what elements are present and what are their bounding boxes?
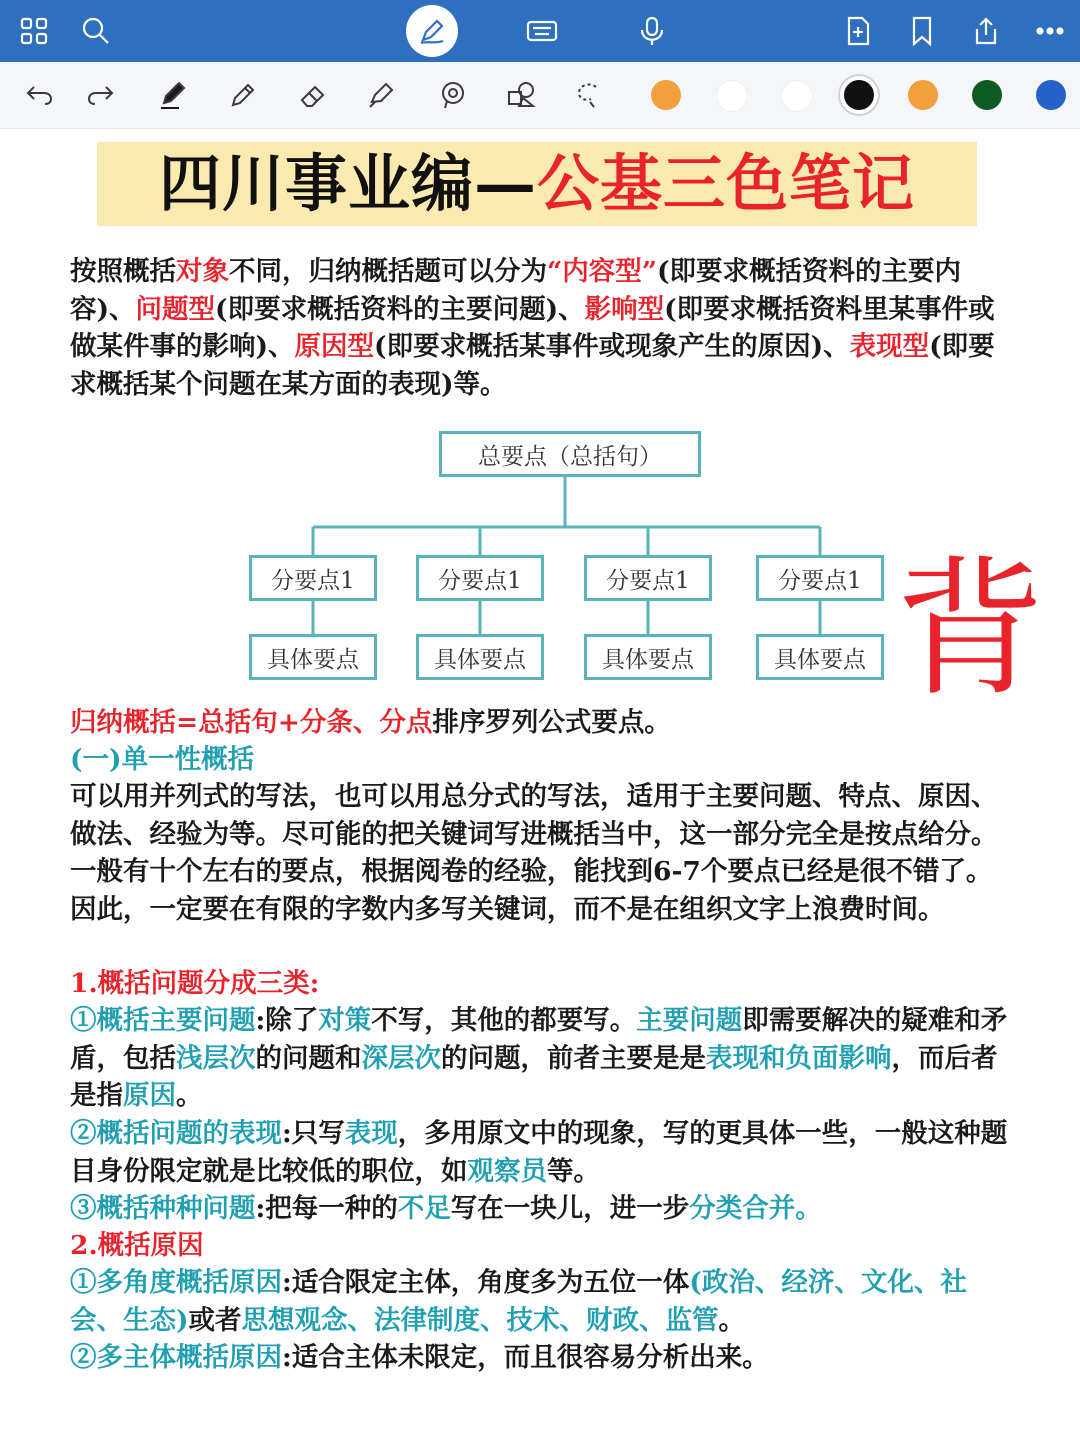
formula-run: 排序罗列公式要点。: [432, 707, 671, 738]
intro-run: 表现型: [849, 331, 930, 362]
problems-2-run: :只写: [282, 1118, 345, 1149]
redo-icon[interactable]: [78, 72, 124, 118]
intro-run: (即要求概括某事件或现象产生的原因)、: [374, 331, 850, 362]
memorize-stamp: 背: [895, 543, 1046, 717]
problems-2-run: 等。: [547, 1155, 600, 1187]
problems-1-run: 表现和负面影响: [706, 1042, 892, 1074]
intro-run: (即要求概括资料里某事件或做某件事的影响)、: [70, 293, 995, 362]
color-swatch-green[interactable]: [972, 80, 1002, 110]
problems-1-run: 的问题和: [255, 1042, 362, 1074]
causes-item-1: [70, 1264, 1010, 1339]
pencil-tool-icon[interactable]: [220, 72, 266, 118]
section1-heading: (一)单一性概括: [70, 744, 255, 775]
intro-run: 问题型: [135, 293, 216, 325]
problems-1-run: 即需要解决的疑难和矛盾，包括: [70, 1005, 1008, 1074]
causes-item-2: [70, 1339, 1010, 1377]
diagram-branch-node: 分要点1: [416, 555, 544, 601]
diagram-leaf-node: 具体要点: [756, 634, 884, 680]
intro-run: 不同，归纳概括题可以分为: [229, 256, 547, 287]
app-top-bar: [0, 0, 1080, 62]
shapes-tool-icon[interactable]: [498, 72, 544, 118]
causes-2-run: ②多主体概括原因: [70, 1342, 282, 1373]
eraser-tool-icon[interactable]: [290, 72, 336, 118]
diagram-leaf-node: 具体要点: [416, 634, 544, 680]
causes-1-run: (政治、经济、文化、社会、生态): [70, 1267, 967, 1336]
color-swatch-white[interactable]: [716, 80, 748, 112]
search-icon[interactable]: [70, 0, 122, 62]
problems-1-run: 不写，其他的都要写。: [371, 1005, 637, 1036]
causes-2-run: :适合主体未限定，而且很容易分析出来。: [282, 1342, 769, 1373]
problems-3-run: 写在一块儿，进一步: [450, 1193, 690, 1224]
grid-view-icon[interactable]: [8, 0, 60, 62]
diagram-leaf-node: 具体要点: [249, 634, 377, 680]
problems-1-run: 。: [176, 1080, 203, 1111]
problems-1-run: 主要问题: [636, 1005, 743, 1036]
microphone-icon[interactable]: [626, 0, 678, 62]
problems-1-run: 深层次: [361, 1042, 441, 1074]
problems-1-run: 浅层次: [176, 1042, 256, 1074]
problems-1-run: 原因: [123, 1080, 176, 1111]
color-swatch-white-2[interactable]: [781, 80, 813, 112]
problems-1-run: ，而后者是指: [70, 1042, 998, 1111]
diagram-leaf-node: 具体要点: [584, 634, 712, 680]
keyboard-icon[interactable]: [516, 0, 568, 62]
problems-3-run: :把每一种的: [255, 1193, 398, 1224]
problems-item-1: [70, 1002, 1010, 1115]
share-icon[interactable]: [960, 0, 1012, 62]
problems-item-3: [70, 1190, 1010, 1228]
problems-2-run: ②概括问题的表现: [70, 1118, 282, 1149]
bookmark-icon[interactable]: [896, 0, 948, 62]
diagram-branch-node: 分要点1: [249, 555, 377, 601]
heading-causes: 2.概括原因: [70, 1230, 204, 1261]
more-options-icon[interactable]: [1024, 0, 1076, 62]
problems-1-run: :除了: [255, 1005, 319, 1036]
problems-1-run: 的问题，前者主要是是: [441, 1042, 706, 1074]
undo-icon[interactable]: [16, 72, 62, 118]
causes-1-run: 。: [718, 1304, 746, 1336]
formula-run: 归纳概括=总括句+分条、分点: [70, 707, 433, 738]
formula-line: [70, 704, 1010, 742]
diagram-branch-node: 分要点1: [584, 555, 712, 601]
title-part1: 四川事业编—: [158, 147, 537, 220]
pen-tool-icon[interactable]: [150, 72, 196, 118]
intro-run: 对象: [176, 256, 229, 287]
problems-item-2: [70, 1115, 1010, 1190]
title-part2: 公基三色笔记: [537, 147, 916, 220]
problems-3-run: ③概括种种问题: [70, 1193, 256, 1224]
lasso-tool-icon[interactable]: [430, 72, 476, 118]
problems-1-run: 对策: [318, 1005, 372, 1036]
section1-body: 可以用并列式的写法，也可以用总分式的写法，适用于主要问题、特点、原因、做法、经验为等。尽可能的把关键词写进概括当中，这一部分完全是按点给分。一般有十个左右的要点，根据阅卷的经验，能找到6-7个要点已经是很不错了。因此，一定要在有限的字数内多写关键词，而不是在组织文字上浪费时间。: [70, 781, 998, 925]
intro-run: (即要求概括资料的主要问题)、: [215, 293, 585, 325]
intro-run: (即要求概括资料的主要内容)、: [70, 256, 962, 325]
page-title: [97, 142, 977, 226]
problems-2-run: 观察员: [467, 1155, 547, 1187]
intro-run: 原因型: [294, 331, 375, 362]
problems-1-run: ①概括主要问题: [70, 1005, 256, 1036]
problems-2-run: ，多用原文中的现象，写的更具体一些，一般这种题目身份限定就是比较低的职位，如: [70, 1118, 1008, 1187]
intro-paragraph: [70, 253, 1010, 403]
color-swatch-orange-2[interactable]: [908, 80, 938, 110]
color-swatch-black[interactable]: [844, 80, 874, 110]
handwriting-mode-icon[interactable]: [406, 5, 458, 57]
causes-1-run: 思想观念、法律制度、技术、财政、监管: [241, 1304, 719, 1336]
causes-1-run: ①多角度概括原因: [70, 1267, 282, 1298]
add-page-icon[interactable]: [832, 0, 884, 62]
problems-3-run: 分类合并。: [689, 1193, 822, 1224]
intro-run: 按照概括: [70, 256, 176, 287]
intro-run: (即要求概括某个问题在某方面的表现)等。: [70, 331, 995, 400]
problems-2-run: 表现: [344, 1118, 398, 1149]
intro-run: 影响型: [584, 293, 665, 325]
diagram-branch-node: 分要点1: [756, 555, 884, 601]
drawing-toolbar: [0, 62, 1080, 129]
heading-problems: 1.概括问题分成三类:: [70, 968, 320, 999]
color-swatch-orange[interactable]: [651, 80, 681, 110]
intro-run: “内容型”: [547, 256, 657, 287]
lasso-select-icon[interactable]: [566, 72, 612, 118]
causes-1-run: 或者: [188, 1304, 242, 1336]
highlighter-tool-icon[interactable]: [358, 72, 404, 118]
diagram-top-node: 总要点（总括句）: [439, 431, 701, 477]
problems-3-run: 不足: [397, 1193, 451, 1224]
color-swatch-blue[interactable]: [1036, 80, 1066, 110]
causes-1-run: :适合限定主体，角度多为五位一体: [282, 1267, 690, 1298]
